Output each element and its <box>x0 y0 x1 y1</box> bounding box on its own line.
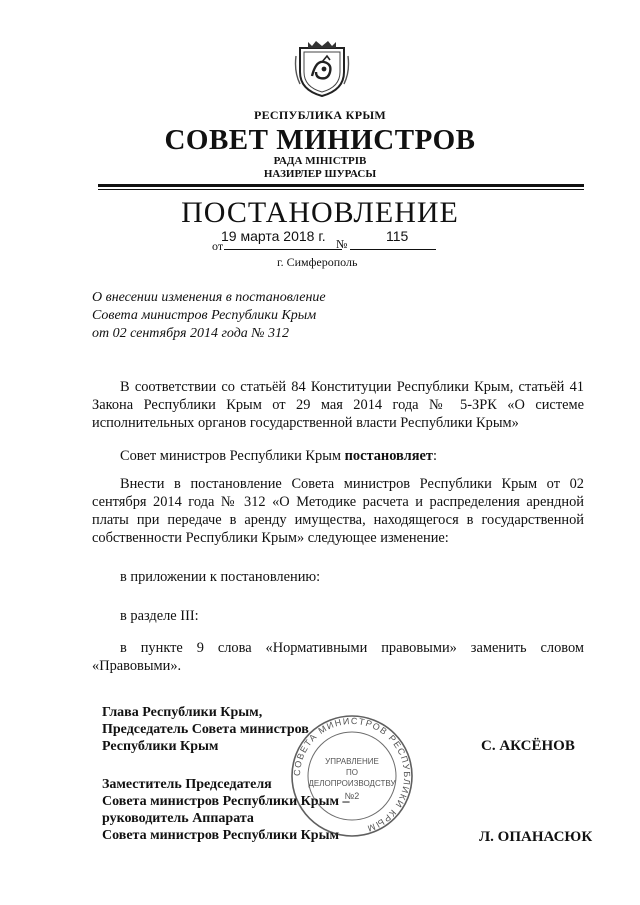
point-paragraph: в пункте 9 слова «Нормативными правовыми» заменить словом «Правовыми». <box>92 640 584 674</box>
decree-number: 115 <box>386 228 409 244</box>
subject-line: от 02 сентября 2014 года № 312 <box>92 326 290 341</box>
number-sign: № <box>336 237 348 251</box>
signature-title-line: Глава Республики Крым, <box>102 705 263 720</box>
resolves-paragraph <box>92 447 584 465</box>
signature-title-line: Совета министров Республики Крым <box>102 828 340 843</box>
stamp-line: ПО <box>346 768 358 777</box>
signature-title-line: руководитель Аппарата <box>102 811 254 826</box>
subject-line: О внесении изменения в постановление <box>92 290 326 305</box>
subject-line: Совета министров Республики Крым <box>92 308 317 323</box>
header-divider-thick <box>98 184 584 187</box>
council-title: СОВЕТ МИНИСТРОВ <box>164 124 476 156</box>
decree-date: 19 марта 2018 г. <box>221 228 326 244</box>
resolves-keyword: постановляет <box>344 448 433 464</box>
official-stamp <box>289 713 415 839</box>
section-paragraph: в разделе III: <box>120 608 199 624</box>
signature-title-line: Заместитель Председателя <box>102 777 272 792</box>
council-title-ua: РАДА МІНІСТРІВ <box>273 155 367 167</box>
header-divider-thin <box>98 189 584 190</box>
document-type-title: ПОСТАНОВЛЕНИЕ <box>181 196 459 229</box>
basis-paragraph: В соответствии со статьёй 84 Конституции Республики Крым, статьёй 41 Закона Республики Крым от 29 мая 2014 года № 5-ЗРК «О системе исполнительных органов государственной власти Республики Крым» <box>92 379 584 431</box>
republic-title: РЕСПУБЛИКА КРЫМ <box>253 108 387 122</box>
council-title-crh: НАЗИРЛЕР ШУРАСЫ <box>263 168 377 180</box>
signature-title-line: Республики Крым <box>102 739 219 754</box>
stamp-ring-text: СОВЕТА МИНИСТРОВ РЕСПУБЛИКИ КРЫМ <box>291 715 413 834</box>
head-signature-title <box>102 704 309 755</box>
resolves-suffix: : <box>432 448 437 464</box>
head-signatory-name: С. АКСЁНОВ <box>481 738 575 754</box>
deputy-signatory-name: Л. ОПАНАСЮК <box>479 829 593 845</box>
stamp-line: ДЕЛОПРОИЗВОДСТВУ <box>308 779 396 788</box>
number-underline <box>350 249 436 250</box>
crimea-coat-of-arms-icon <box>294 38 350 98</box>
amend-paragraph: Внести в постановление Совета министров Республики Крым от 02 сентября 2014 года № 312 «О Методике расчета и распределения арендной платы при передаче в аренду имущества, находящегося в государственной собственности Республики Крым» следующее изменение: <box>92 476 584 546</box>
decree-subject <box>92 289 326 343</box>
decree-date-number-line <box>212 230 442 252</box>
stamp-line: УПРАВЛЕНИЕ <box>325 757 379 766</box>
decree-city: г. Симферополь <box>277 255 358 269</box>
date-underline <box>224 249 342 250</box>
stamp-line: №2 <box>344 791 360 801</box>
date-prefix: от <box>212 239 224 253</box>
signature-title-line: Совета министров Республики Крым – <box>102 794 350 809</box>
signature-title-line: Председатель Совета министров <box>102 722 309 737</box>
appendix-paragraph: в приложении к постановлению: <box>120 569 321 585</box>
resolves-prefix: Совет министров Республики Крым <box>120 448 345 464</box>
